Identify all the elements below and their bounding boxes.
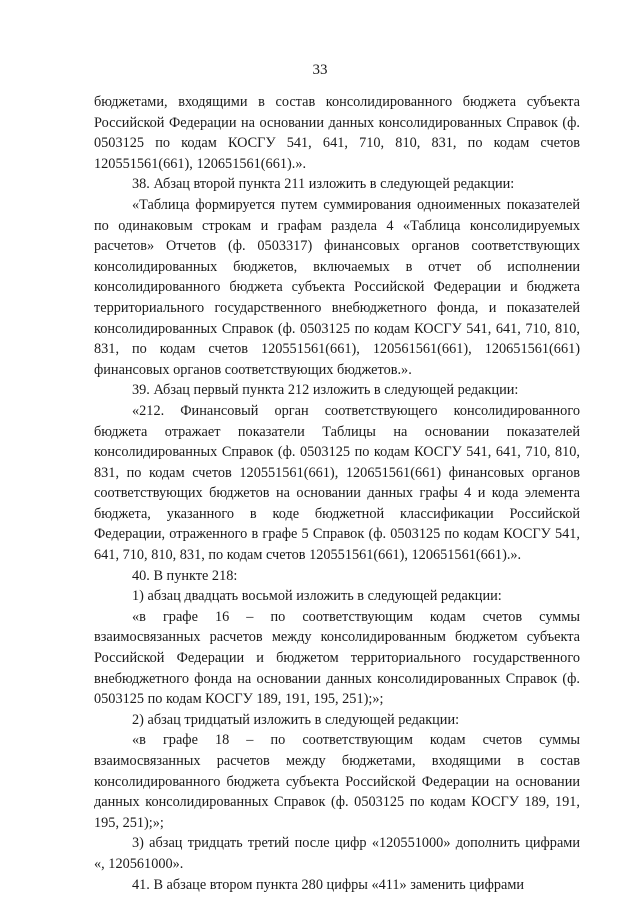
document-body bbox=[94, 92, 580, 895]
paragraph-quote-graph-16: «в графе 16 – по соответствующим кодам счетов суммы взаимосвязанных расчетов между консолидированным бюджетом субъекта Российской Федерации и бюджетом территориального государственного внебюджетного фонда на основании данных консолидированных Справок (ф. 0503125 по кодам КОСГУ 189, 191, 195, 251);»; bbox=[94, 608, 580, 708]
paragraph-item-41: 41. В абзаце втором пункта 280 цифры «411» заменить цифрами bbox=[132, 876, 525, 893]
paragraph-subitem-3: 3) абзац тридцать третий после цифр «120551000» дополнить цифрами «, 120561000». bbox=[94, 835, 580, 872]
paragraph-subitem-2: 2) абзац тридцатый изложить в следующей редакции: bbox=[132, 711, 460, 728]
paragraph-item-40: 40. В пункте 218: bbox=[132, 567, 238, 584]
paragraph-item-39: 39. Абзац первый пункта 212 изложить в следующей редакции: bbox=[132, 382, 519, 399]
page-number: 33 bbox=[312, 62, 328, 78]
paragraph-quote-212: «212. Финансовый орган соответствующего консолидированного бюджета отражает показатели Таблицы на основании показателей консолидированных Справок (ф. 0503125 по кодам КОСГУ 541, 641, 710, 810, 831, по кодам счетов 120551561(661), 120651561(661) финансовых органов соответствующих бюджетов на основании данных графы 4 и кода элемента бюджета, указанного в коде бюджетной классификации Российской Федерации, отраженного в графе 5 Справок (ф. 0503125 по кодам КОСГУ 541, 641, 710, 810, 831, по кодам счетов 120551561(661), 120651561(661).». bbox=[94, 402, 580, 564]
paragraph-quote-211: «Таблица формируется путем суммирования одноименных показателей по одинаковым строкам и графам раздела 4 «Таблица консолидируемых расчетов» Отчетов (ф. 0503317) финансовых органов соответствующих консолидированных бюджетов, включаемых в отчет об исполнении консолидированного бюджета субъекта Российской Федерации и бюджета территориального государственного внебюджетного фонда, и показателей консолидированных Справок (ф. 0503125 по кодам КОСГУ 541, 641, 710, 810, 831, по кодам счетов 120551561(661), 120561561(661), 120651561(661) финансовых органов соответствующих бюджетов.». bbox=[94, 196, 580, 378]
paragraph-continuation: бюджетами, входящими в состав консолидированного бюджета субъекта Российской Федерации на основании данных консолидированных Справок (ф. 0503125 по кодам КОСГУ 541, 641, 710, 810, 831, по кодам счетов 120551561(661), 120651561(661).». bbox=[94, 94, 580, 172]
paragraph-item-38: 38. Абзац второй пункта 211 изложить в следующей редакции: bbox=[132, 176, 515, 193]
paragraph-quote-graph-18: «в графе 18 – по соответствующим кодам счетов суммы взаимосвязанных расчетов между бюджетами, входящими в состав консолидированного бюджета субъекта Российской Федерации на основании данных консолидированных Справок (ф. 0503125 по кодам КОСГУ 189, 191, 195, 251);»; bbox=[94, 732, 580, 831]
paragraph-subitem-1: 1) абзац двадцать восьмой изложить в следующей редакции: bbox=[132, 588, 502, 605]
